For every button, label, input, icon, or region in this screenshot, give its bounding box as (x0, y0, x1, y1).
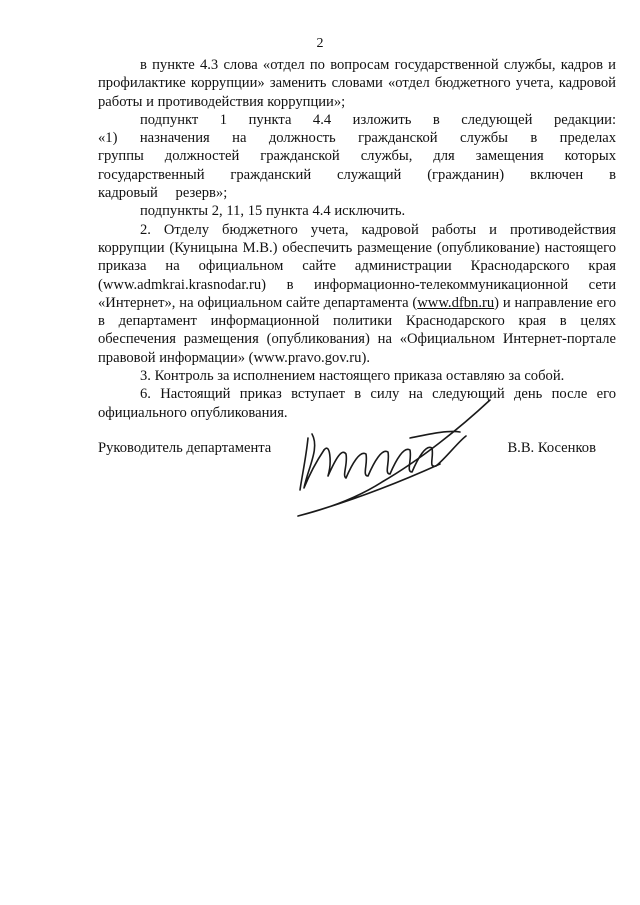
paragraph-publication (98, 221, 616, 367)
paragraph-amend-4-3: в пункте 4.3 слова «отдел по вопросам государственной службы, кадров и профилактике коррупции» заменить словами «отдел бюджетного учета, кадровой работы и противодействия коррупции»; (98, 57, 616, 110)
department-website-link[interactable]: www.dfbn.ru (417, 294, 495, 311)
page-number: 2 (316, 36, 324, 51)
publication-text-start: 2. Отделу бюджетного учета, кадровой работы и противодействия коррупции (Куницына М.В.) обеспечить размещение (опубликование) настоящего приказа на официальном сайте администрации Краснодарского края (www.admkrai.krasnodar.ru) в информационно-телекоммуникационной сети «Интернет», на официальном сайте департамента ( (98, 221, 616, 311)
signer-position: Руководитель департамента (98, 440, 272, 456)
signer-name: В.В. Косенков (507, 440, 596, 456)
document-body (98, 56, 616, 422)
paragraph-amend-4-4-sub1: подпункт 1 пункта 4.4 изложить в следующей редакции: «1) назначения на должность гражданской службы в пределах группы должностей гражданской службы, для замещения которых государственный гражданский служащий (гражданин) включен в кадровый резерв»; (98, 111, 616, 202)
paragraph-exclude-subitems: подпункты 2, 11, 15 пункта 4.4 исключить. (140, 203, 406, 220)
publication-text-end: ) и направление его в департамент информационной политики Краснодарского края в целях обеспечения размещения (опубликования) на «Официальном Интернет-портале правовой информации» (www.pravo.gov.ru). (98, 294, 616, 366)
paragraph-control: 3. Контроль за исполнением настоящего приказа оставляю за собой. (140, 368, 565, 385)
handwritten-signature (290, 398, 500, 528)
paragraph-effective-date: 6. Настоящий приказ вступает в силу на следующий день после его официального опубликования. (98, 386, 616, 421)
